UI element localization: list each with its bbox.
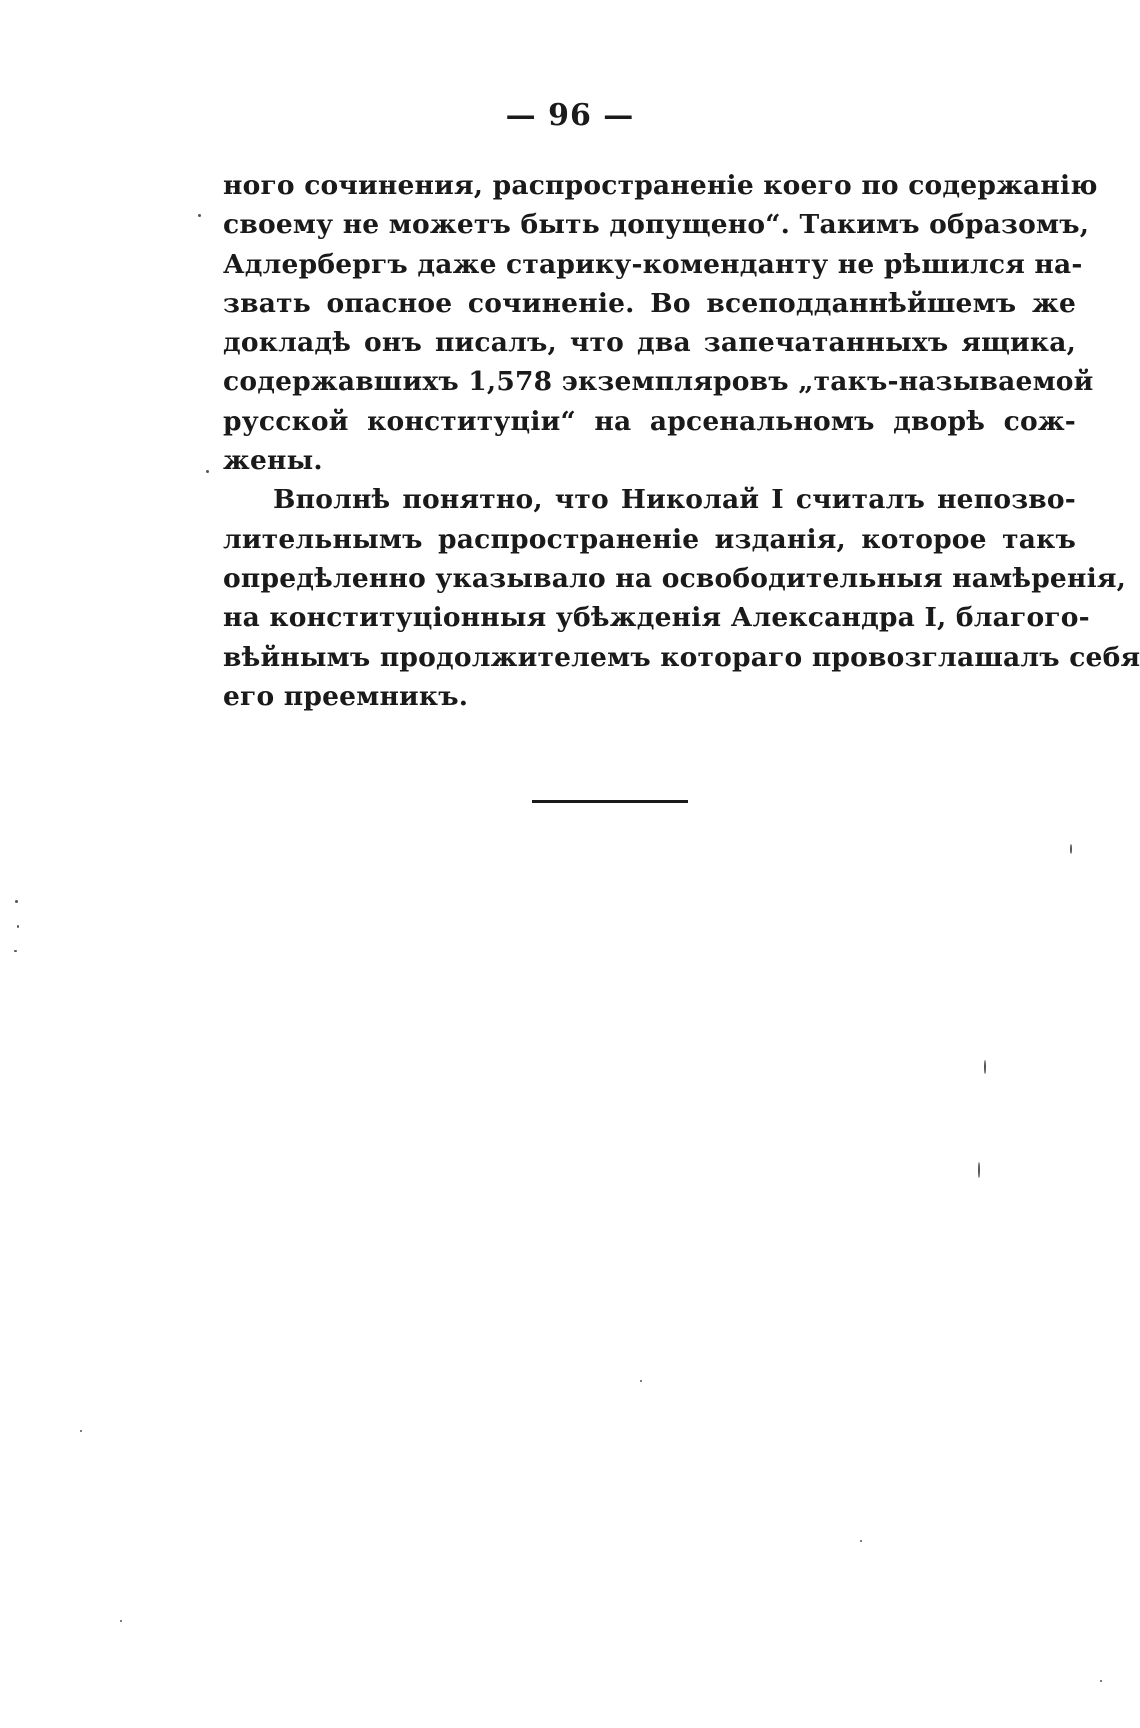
text-line: его преемникъ. [223, 680, 469, 712]
text-line: вѣйнымъ продолжителемъ котораго провозглашалъ себя [223, 641, 1140, 673]
body-text [223, 166, 1140, 716]
paper-speck [198, 214, 201, 217]
paper-speck [860, 1540, 862, 1542]
paper-speck [120, 1620, 122, 1622]
paper-speck [1070, 844, 1072, 854]
paper-speck [206, 470, 209, 473]
paper-speck [640, 1380, 642, 1382]
paper-speck [984, 1060, 986, 1074]
paper-speck [978, 1162, 980, 1178]
text-line: лительнымъ распространеніе изданія, которое такъ [223, 523, 1076, 555]
text-line: докладѣ онъ писалъ, что два запечатанныхъ ящика, [223, 327, 1076, 359]
paper-speck [1100, 1680, 1102, 1682]
text-line: Вполнѣ понятно, что Николай I считалъ непозво- [273, 484, 1076, 516]
text-line: звать опасное сочиненіе. Во всеподданнѣйшемъ же [223, 287, 1076, 319]
text-line: русской конституціи“ на арсенальномъ дворѣ сож- [223, 405, 1076, 437]
paragraph-2 [223, 480, 1140, 716]
paper-speck [15, 900, 18, 903]
paragraph-1 [223, 166, 1098, 480]
text-line: Адлербергъ даже старику-коменданту не рѣшился на- [223, 248, 1083, 280]
paper-speck [80, 1430, 82, 1432]
text-line: жены. [223, 445, 323, 477]
section-divider-rule [532, 800, 688, 803]
text-line: своему не можетъ быть допущено“. Такимъ образомъ, [223, 209, 1090, 241]
text-line: ного сочинения, распространеніе коего по содержанію [223, 170, 1098, 201]
text-line: содержавшихъ 1,578 экземпляровъ „такъ-называемой [223, 366, 1094, 398]
page-number: — 96 — [505, 98, 635, 133]
text-line: на конституціонныя убѣжденія Александра I, благого- [223, 602, 1090, 634]
text-line: опредѣленно указывало на освободительныя намѣренія, [223, 562, 1127, 594]
paper-speck [17, 925, 19, 928]
paper-speck [14, 950, 17, 952]
